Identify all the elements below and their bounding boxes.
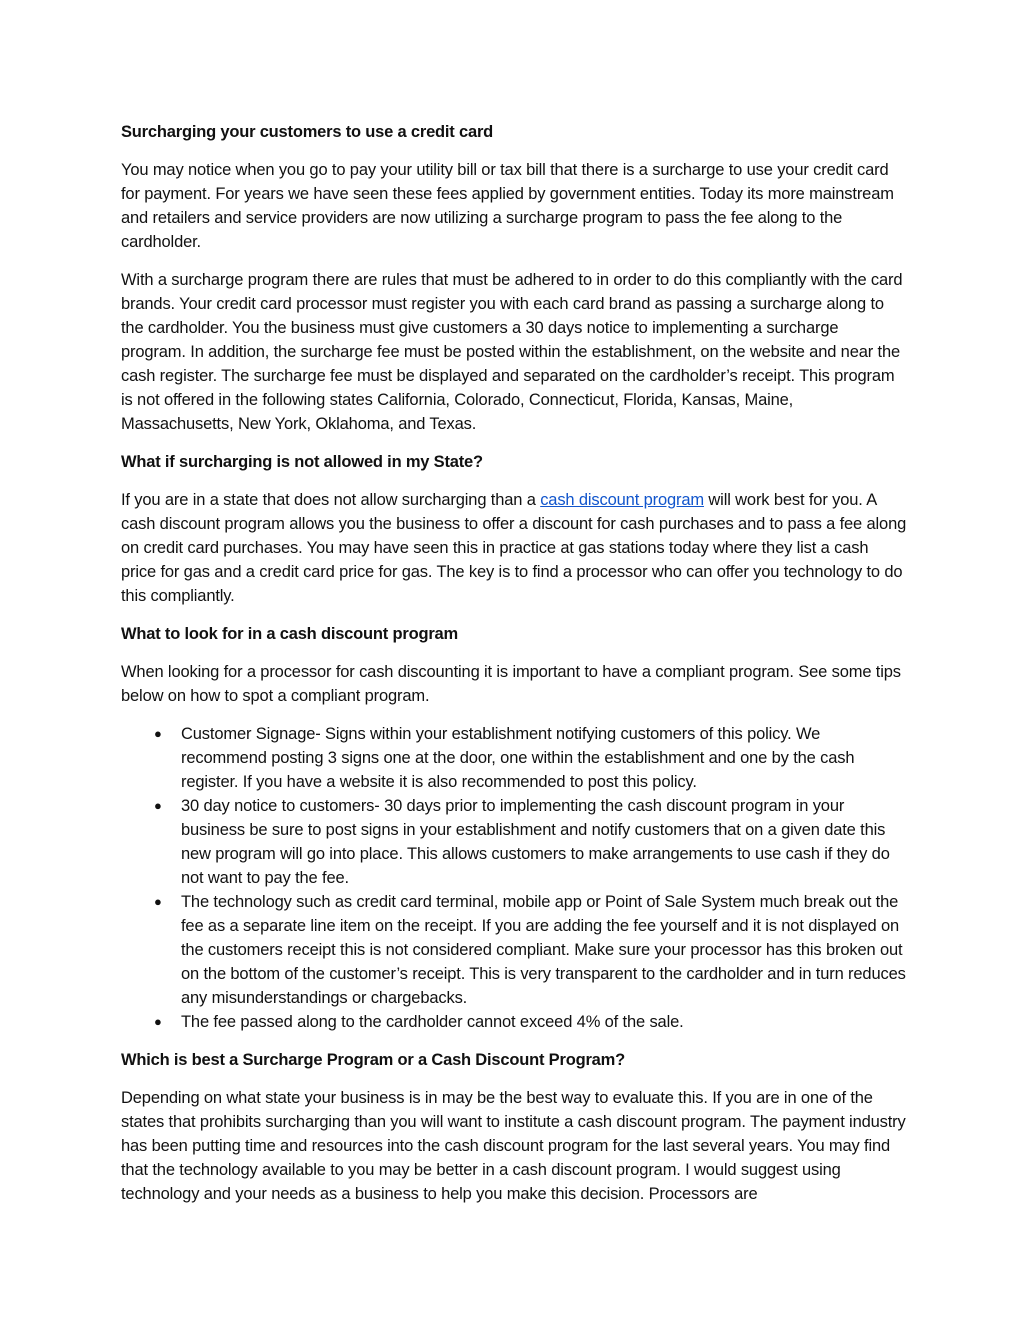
list-item [121, 890, 907, 1010]
bullet-icon: ● [154, 726, 162, 741]
paragraph-text-after-link: will work best for you. A cash discount program allows you the business to offer a discount for cash purchases and to pass a fee along on credit card purchases. You may have seen this in practice at gas stations today where they list a cash price for gas and a credit card price for gas. The key is to find a processor who can offer you technology to do this compliantly. [121, 491, 907, 605]
list-item-text: 30 day notice to customers- 30 days prior to implementing the cash discount program in your business be sure to post signs in your establishment and notify customers that on a given date this new program will go into place. This allows customers to make arrangements to use cash if they do not want to pay the fee. [181, 797, 890, 887]
list-item [121, 1010, 907, 1034]
bullet-icon: ● [154, 1014, 162, 1029]
paragraph-evaluation: Depending on what state your business is in may be the best way to evaluate this. If you are in one of the states that prohibits surcharging than you will want to institute a cash discount program. The payment industry has been putting time and resources into the cash discount program for the last several years. You may find that the technology available to you may be better in a cash discount program. I would suggest using technology and your needs as a business to help you make this decision. Processors are [121, 1089, 906, 1203]
heading-not-allowed: What if surcharging is not allowed in my State? [121, 453, 483, 471]
paragraph-intro: You may notice when you go to pay your utility bill or tax bill that there is a surcharge to use your credit card for payment. For years we have seen these fees applied by government entities. Today its more mainstream and retailers and service providers are now utilizing a surcharge program to pass the fee along to the cardholder. [121, 161, 894, 251]
document-page [121, 120, 907, 1220]
list-item [121, 794, 907, 890]
tips-list [121, 722, 907, 1034]
heading-surcharging: Surcharging your customers to use a credit card [121, 123, 494, 141]
paragraph-text-before-link: If you are in a state that does not allow surcharging than a [121, 491, 541, 509]
cash-discount-program-link[interactable]: cash discount program [540, 491, 704, 509]
list-item [121, 722, 907, 794]
heading-which-is-best: Which is best a Surcharge Program or a Cash Discount Program? [121, 1051, 626, 1069]
list-item-text: The technology such as credit card terminal, mobile app or Point of Sale System much break out the fee as a separate line item on the receipt. If you are adding the fee yourself and it is not displayed on the customers receipt this is not considered compliant. Make sure your processor has this broken out on the bottom of the customer’s receipt. This is very transparent to the cardholder and in turn reduces any misunderstandings or chargebacks. [181, 893, 906, 1007]
paragraph-cash-discount [121, 488, 907, 608]
paragraph-processor-tips: When looking for a processor for cash discounting it is important to have a compliant program. See some tips below on how to spot a compliant program. [121, 663, 901, 705]
list-item-text: Customer Signage- Signs within your establishment notifying customers of this policy. We recommend posting 3 signs one at the door, one within the establishment and one by the cash register. If you have a website it is also recommended to post this policy. [181, 725, 855, 791]
list-item-text: The fee passed along to the cardholder cannot exceed 4% of the sale. [181, 1013, 684, 1031]
bullet-icon: ● [154, 798, 162, 813]
bullet-icon: ● [154, 894, 162, 909]
paragraph-surcharge-rules: With a surcharge program there are rules that must be adhered to in order to do this compliantly with the card brands. Your credit card processor must register you with each card brand as passing a surcharge along to the cardholder. You the business must give customers a 30 days notice to implementing a surcharge program. In addition, the surcharge fee must be posted within the establishment, on the website and near the cash register. The surcharge fee must be displayed and separated on the cardholder’s receipt. This program is not offered in the following states California, Colorado, Connecticut, Florida, Kansas, Maine, Massachusetts, New York, Oklahoma, and Texas. [121, 271, 903, 433]
heading-what-to-look-for: What to look for in a cash discount program [121, 625, 459, 643]
